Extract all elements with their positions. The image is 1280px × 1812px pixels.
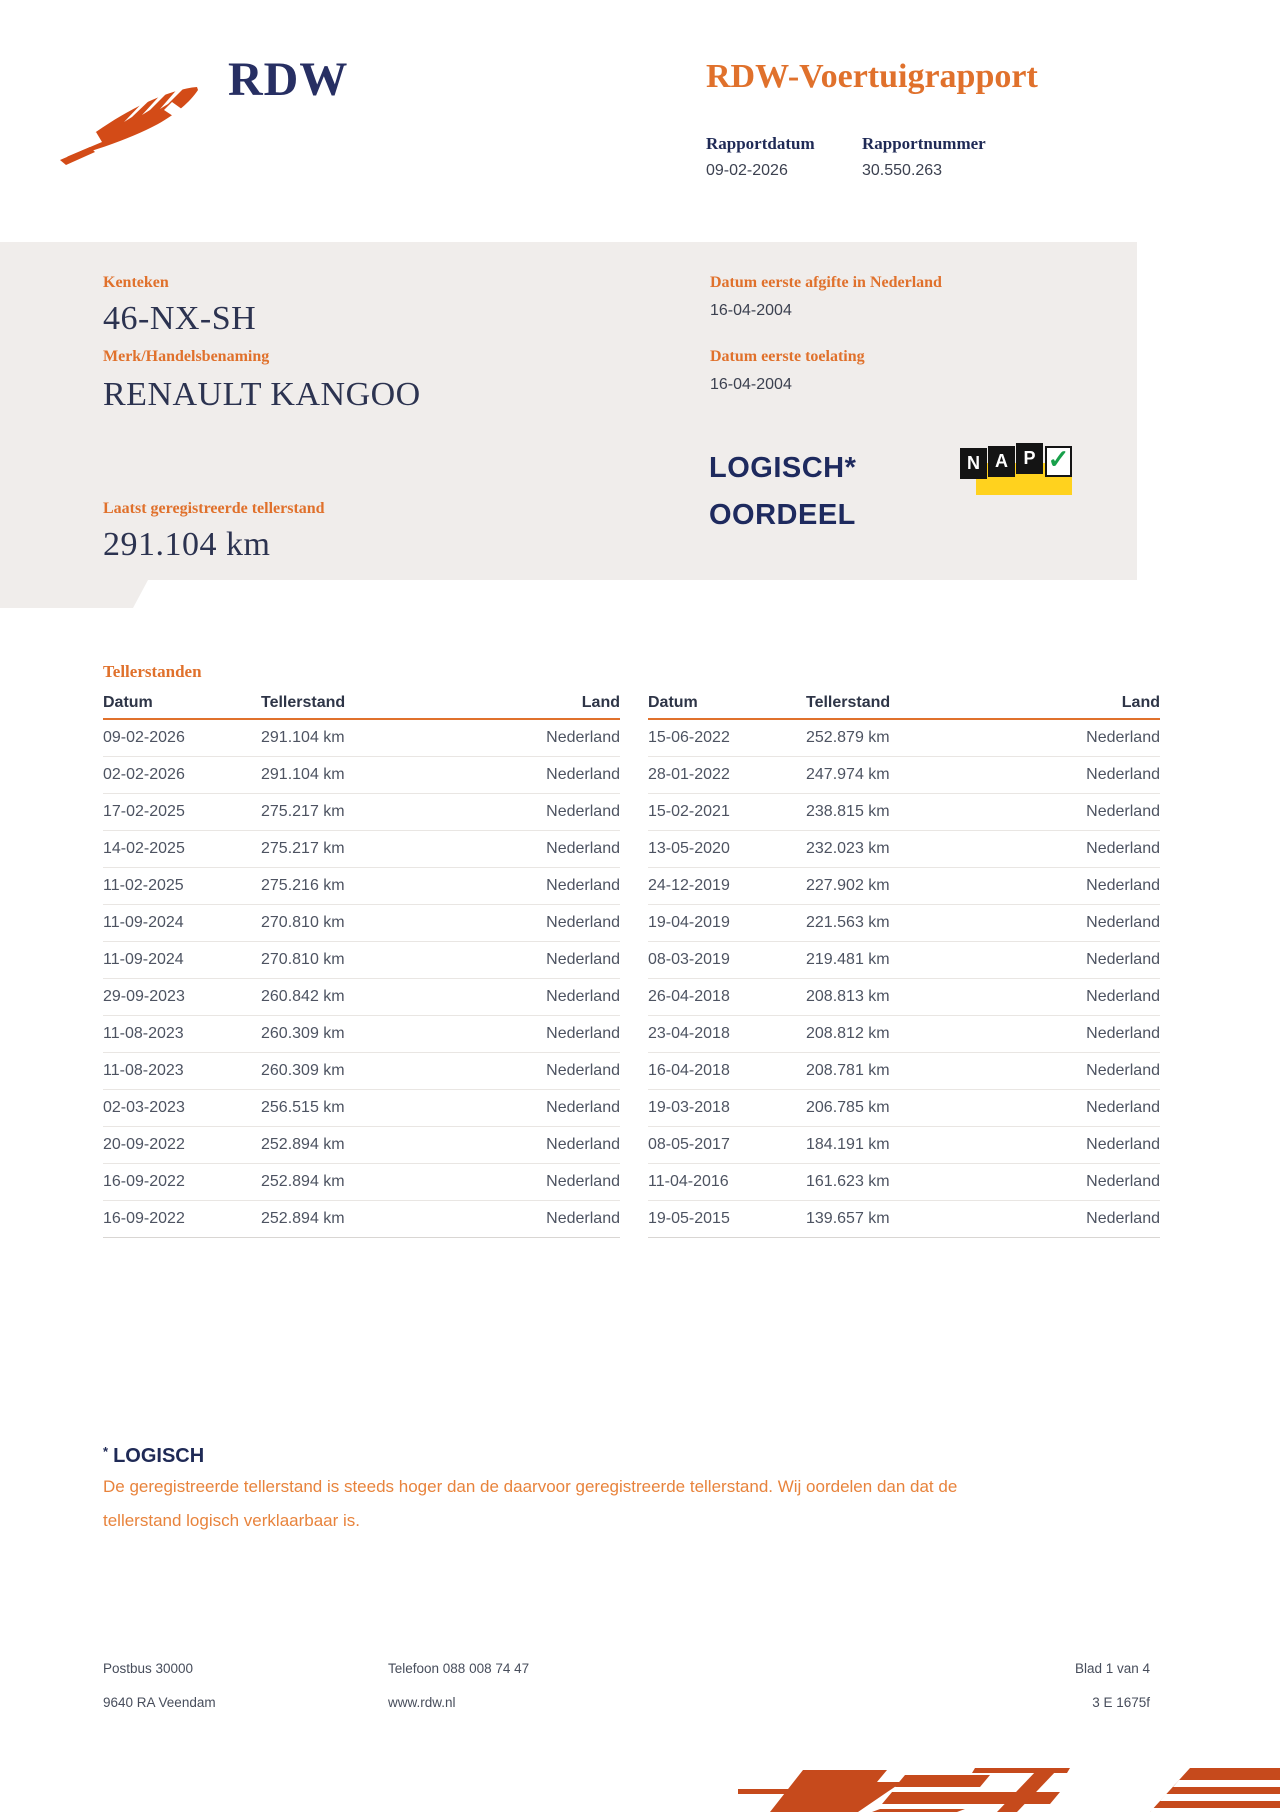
row-datum: 19-04-2019 bbox=[648, 914, 730, 931]
row-datum: 08-05-2017 bbox=[648, 1136, 730, 1153]
row-tellerstand: 161.623 km bbox=[806, 1173, 890, 1190]
row-datum: 11-09-2024 bbox=[103, 951, 184, 968]
row-datum: 19-05-2015 bbox=[648, 1210, 730, 1227]
table-row bbox=[648, 1164, 1160, 1201]
vehicle-summary-panel-tail bbox=[0, 580, 148, 608]
table-row bbox=[648, 831, 1160, 868]
row-datum: 15-06-2022 bbox=[648, 729, 730, 746]
table-row bbox=[648, 942, 1160, 979]
row-land: Nederland bbox=[1086, 1099, 1160, 1116]
row-tellerstand: 256.515 km bbox=[261, 1099, 345, 1116]
table-row bbox=[648, 1090, 1160, 1127]
row-tellerstand: 270.810 km bbox=[261, 914, 345, 931]
row-land: Nederland bbox=[1086, 766, 1160, 783]
table-row bbox=[103, 1164, 620, 1201]
afgifte-label: Datum eerste afgifte in Nederland bbox=[710, 274, 942, 291]
nap-letter-n: N bbox=[960, 448, 987, 479]
row-tellerstand: 260.842 km bbox=[261, 988, 345, 1005]
verdict-line2: OORDEEL bbox=[709, 499, 856, 531]
row-datum: 26-04-2018 bbox=[648, 988, 730, 1005]
row-datum: 09-02-2026 bbox=[103, 729, 185, 746]
table-row bbox=[103, 1127, 620, 1164]
header-datum: Datum bbox=[103, 694, 153, 711]
header-tellerstand: Tellerstand bbox=[806, 694, 891, 711]
row-tellerstand: 184.191 km bbox=[806, 1136, 890, 1153]
row-tellerstand: 252.894 km bbox=[261, 1136, 345, 1153]
rdw-feather-logo-icon bbox=[60, 82, 200, 166]
table-header-row bbox=[103, 694, 620, 720]
table-row bbox=[103, 1090, 620, 1127]
row-land: Nederland bbox=[1086, 803, 1160, 820]
row-tellerstand: 291.104 km bbox=[261, 729, 345, 746]
nap-check-tile bbox=[1045, 443, 1072, 477]
merk-value: RENAULT KANGOO bbox=[103, 376, 421, 413]
row-tellerstand: 291.104 km bbox=[261, 766, 345, 783]
footnote-paragraph bbox=[103, 1470, 1083, 1538]
table-row bbox=[103, 1201, 620, 1238]
tellerstand-label: Laatst geregistreerde tellerstand bbox=[103, 500, 325, 517]
row-datum: 16-04-2018 bbox=[648, 1062, 730, 1079]
row-tellerstand: 252.894 km bbox=[261, 1210, 345, 1227]
row-datum: 11-09-2024 bbox=[103, 914, 184, 931]
header-tellerstand: Tellerstand bbox=[261, 694, 346, 711]
row-tellerstand: 275.216 km bbox=[261, 877, 345, 894]
table-body-left bbox=[103, 720, 620, 1238]
footnote-line2: tellerstand logisch verklaarbaar is. bbox=[103, 1511, 361, 1530]
table-row bbox=[648, 979, 1160, 1016]
row-datum: 11-08-2023 bbox=[103, 1025, 184, 1042]
row-land: Nederland bbox=[1086, 1062, 1160, 1079]
row-tellerstand: 219.481 km bbox=[806, 951, 890, 968]
table-row bbox=[648, 905, 1160, 942]
row-land: Nederland bbox=[1086, 1173, 1160, 1190]
kenteken-label: Kenteken bbox=[103, 274, 169, 291]
table-row bbox=[103, 720, 620, 757]
row-datum: 16-09-2022 bbox=[103, 1210, 185, 1227]
row-land: Nederland bbox=[546, 729, 620, 746]
toelating-value: 16-04-2004 bbox=[710, 376, 792, 393]
header-datum: Datum bbox=[648, 694, 698, 711]
row-datum: 11-04-2016 bbox=[648, 1173, 729, 1190]
row-datum: 29-09-2023 bbox=[103, 988, 185, 1005]
nap-checkmark-icon: ✓ bbox=[1047, 443, 1070, 474]
row-land: Nederland bbox=[546, 951, 620, 968]
row-datum: 23-04-2018 bbox=[648, 1025, 730, 1042]
page-title: RDW-Voertuigrapport bbox=[706, 58, 1038, 95]
table-row bbox=[648, 868, 1160, 905]
nap-logo-icon bbox=[960, 443, 1076, 499]
row-tellerstand: 252.894 km bbox=[261, 1173, 345, 1190]
row-tellerstand: 208.781 km bbox=[806, 1062, 890, 1079]
verdict-line1: LOGISCH* bbox=[709, 452, 857, 484]
row-land: Nederland bbox=[546, 1025, 620, 1042]
row-tellerstand: 227.902 km bbox=[806, 877, 890, 894]
row-datum: 08-03-2019 bbox=[648, 951, 730, 968]
row-datum: 13-05-2020 bbox=[648, 840, 730, 857]
row-datum: 17-02-2025 bbox=[103, 803, 185, 820]
toelating-label: Datum eerste toelating bbox=[710, 348, 865, 365]
row-land: Nederland bbox=[1086, 914, 1160, 931]
table-row bbox=[648, 1053, 1160, 1090]
row-tellerstand: 260.309 km bbox=[261, 1062, 345, 1079]
table-header-row bbox=[648, 694, 1160, 720]
footer-city: 9640 RA Veendam bbox=[103, 1695, 216, 1710]
row-tellerstand: 206.785 km bbox=[806, 1099, 890, 1116]
row-tellerstand: 232.023 km bbox=[806, 840, 890, 857]
table-row bbox=[103, 979, 620, 1016]
row-tellerstand: 139.657 km bbox=[806, 1210, 890, 1227]
afgifte-value: 16-04-2004 bbox=[710, 302, 792, 319]
table-row bbox=[103, 794, 620, 831]
tellerstanden-title: Tellerstanden bbox=[103, 662, 202, 681]
footer-postbus: Postbus 30000 bbox=[103, 1661, 194, 1676]
row-land: Nederland bbox=[1086, 988, 1160, 1005]
row-datum: 11-02-2025 bbox=[103, 877, 184, 894]
row-land: Nederland bbox=[1086, 1210, 1160, 1227]
table-row bbox=[103, 757, 620, 794]
row-land: Nederland bbox=[546, 1062, 620, 1079]
rdw-logotype: RDW bbox=[228, 53, 349, 106]
row-tellerstand: 208.812 km bbox=[806, 1025, 890, 1042]
row-land: Nederland bbox=[546, 877, 620, 894]
row-tellerstand: 275.217 km bbox=[261, 803, 345, 820]
row-land: Nederland bbox=[546, 988, 620, 1005]
footer-phone: Telefoon 088 008 74 47 bbox=[388, 1661, 530, 1676]
table-row bbox=[103, 1053, 620, 1090]
report-date-value: 09-02-2026 bbox=[706, 162, 788, 179]
row-land: Nederland bbox=[1086, 877, 1160, 894]
table-row bbox=[648, 757, 1160, 794]
row-datum: 28-01-2022 bbox=[648, 766, 730, 783]
row-datum: 19-03-2018 bbox=[648, 1099, 730, 1116]
row-land: Nederland bbox=[546, 803, 620, 820]
row-tellerstand: 247.974 km bbox=[806, 766, 890, 783]
tellerstanden-table-left bbox=[103, 694, 620, 1238]
header-land: Land bbox=[1121, 694, 1160, 711]
tellerstand-value: 291.104 km bbox=[103, 526, 271, 563]
row-datum: 11-08-2023 bbox=[103, 1062, 184, 1079]
report-number-label: Rapportnummer bbox=[862, 134, 986, 153]
tellerstanden-table-right bbox=[648, 694, 1160, 1238]
row-datum: 15-02-2021 bbox=[648, 803, 730, 820]
row-datum: 16-09-2022 bbox=[103, 1173, 185, 1190]
table-row bbox=[648, 1201, 1160, 1238]
row-datum: 02-02-2026 bbox=[103, 766, 185, 783]
row-tellerstand: 252.879 km bbox=[806, 729, 890, 746]
footer-meta bbox=[950, 1652, 1150, 1720]
verdict-text bbox=[709, 445, 856, 539]
row-land: Nederland bbox=[546, 766, 620, 783]
table-row bbox=[648, 720, 1160, 757]
nap-letter-a: A bbox=[988, 446, 1015, 477]
row-land: Nederland bbox=[1086, 729, 1160, 746]
row-land: Nederland bbox=[546, 914, 620, 931]
table-row bbox=[103, 942, 620, 979]
footnote-heading bbox=[103, 1444, 204, 1468]
row-land: Nederland bbox=[546, 1136, 620, 1153]
footer-contact bbox=[388, 1652, 529, 1720]
merk-label: Merk/Handelsbenaming bbox=[103, 348, 270, 365]
table-row bbox=[648, 1016, 1160, 1053]
table-row bbox=[648, 1127, 1160, 1164]
row-land: Nederland bbox=[546, 840, 620, 857]
table-row bbox=[103, 831, 620, 868]
row-land: Nederland bbox=[1086, 1025, 1160, 1042]
table-body-right bbox=[648, 720, 1160, 1238]
row-land: Nederland bbox=[546, 1210, 620, 1227]
row-land: Nederland bbox=[1086, 1136, 1160, 1153]
footer-page-indicator: Blad 1 van 4 bbox=[1074, 1661, 1150, 1676]
kenteken-value: 46-NX-SH bbox=[103, 300, 257, 337]
row-land: Nederland bbox=[1086, 951, 1160, 968]
footer-form-code: 3 E 1675f bbox=[1092, 1695, 1150, 1710]
report-number-value: 30.550.263 bbox=[862, 162, 943, 179]
row-tellerstand: 275.217 km bbox=[261, 840, 345, 857]
row-land: Nederland bbox=[1086, 840, 1160, 857]
row-tellerstand: 221.563 km bbox=[806, 914, 890, 931]
table-row bbox=[103, 868, 620, 905]
table-row bbox=[648, 794, 1160, 831]
row-tellerstand: 270.810 km bbox=[261, 951, 345, 968]
row-datum: 14-02-2025 bbox=[103, 840, 185, 857]
row-tellerstand: 208.813 km bbox=[806, 988, 890, 1005]
footnote-heading-text: LOGISCH bbox=[113, 1445, 205, 1467]
table-row bbox=[103, 905, 620, 942]
row-datum: 24-12-2019 bbox=[648, 877, 730, 894]
row-tellerstand: 238.815 km bbox=[806, 803, 890, 820]
header-land: Land bbox=[581, 694, 620, 711]
row-datum: 20-09-2022 bbox=[103, 1136, 185, 1153]
row-tellerstand: 260.309 km bbox=[261, 1025, 345, 1042]
footer-address bbox=[103, 1652, 216, 1720]
speed-lines-decoration-icon bbox=[735, 1730, 1280, 1812]
row-datum: 02-03-2023 bbox=[103, 1099, 185, 1116]
row-land: Nederland bbox=[546, 1173, 620, 1190]
footnote-star: * bbox=[103, 1444, 109, 1459]
nap-letter-p: P bbox=[1016, 443, 1043, 474]
footnote-line1: De geregistreerde tellerstand is steeds hoger dan de daarvoor geregistreerde tellerstand. Wij oordelen dan dat de bbox=[103, 1477, 958, 1496]
row-land: Nederland bbox=[546, 1099, 620, 1116]
footer-website: www.rdw.nl bbox=[388, 1695, 456, 1710]
report-date-label: Rapportdatum bbox=[706, 134, 815, 153]
table-row bbox=[103, 1016, 620, 1053]
